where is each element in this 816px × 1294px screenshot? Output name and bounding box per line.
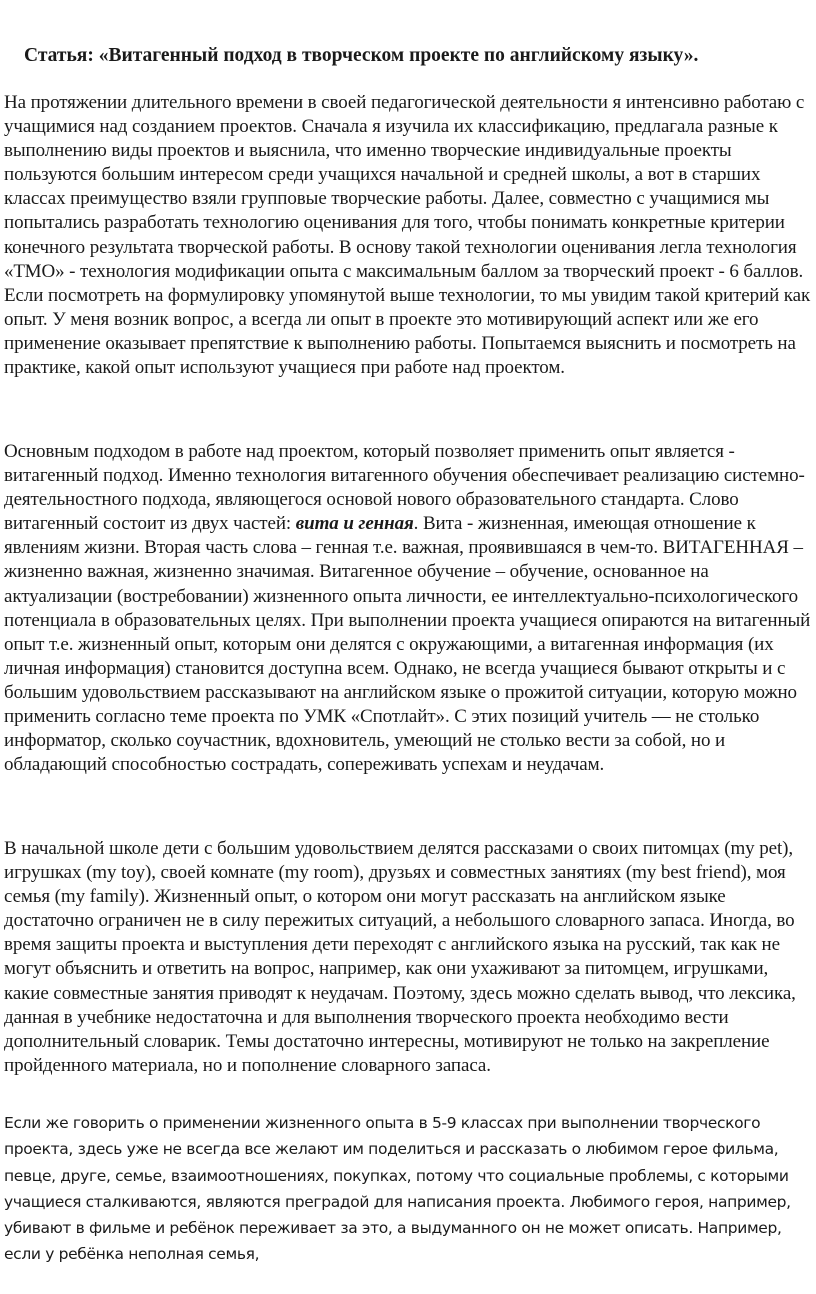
paragraph-2-text-after: . Вита - жизненная, имеющая отношение к явлениям жизни. Вторая часть слова – генная т.е. важная, проявившаяся в чем-то. ВИТАГЕННАЯ – жизненно важная, жизненно значимая. Витагенное обучение – обучение, основанное на актуализации (востребовании) жизненного опыта личности, ее интеллектуально-психологического потенциала в образовательных целях. При выполнении проекта учащиеся опираются на витагенный опыт т.е. жизненный опыт, которым они делятся с окружающими, а витагенная информация (их личная информация) становится доступна всем. Однако, не всегда учащиеся бывают открыты и с большим удовольствием рассказывают на английском языке о прожитой ситуации, которую можно применить согласно теме проекта по УМК «Спотлайт». С этих позиций учитель — не столько информатор, сколько соучастник, вдохновитель, умеющий не столько вести за собой, но и обладающий способностью сострадать, сопереживать успехам и неудачам.	[4, 513, 811, 776]
paragraph-2	[4, 440, 814, 777]
paragraph-3: В начальной школе дети с большим удовольствием делятся рассказами о своих питомцах (my pet), игрушках (my toy), своей комнате (my room), друзьях и совместных занятиях (my best friend), моя семья (my family). Жизненный опыт, о котором они могут рассказать на английском языке достаточно ограничен не в силу пережитых ситуаций, а небольшого словарного запаса. Иногда, во время защиты проекта и выступления дети переходят с английского языка на русский, так как не могут объяснить и ответить на вопрос, например, как они ухаживают за питомцем, игрушками, какие совместные занятия приводят к неудачам. Поэтому, здесь можно сделать вывод, что лексика, данная в учебнике недостаточна и для выполнения творческого проекта необходимо вести дополнительный словарик. Темы достаточно интересны, мотивируют не только на закрепление пройденного материала, но и пополнение словарного запаса.	[4, 838, 796, 1076]
paragraph-1: На протяжении длительного времени в своей педагогической деятельности я интенсивно работаю с учащимися над созданием проектов. Сначала я изучила их классификацию, предлагала разные к выполнению виды проектов и выяснила, что именно творческие индивидуальные проекты пользуются большим интересом среди учащихся начальной и средней школы, а вот в старших классах преимущество взяли групповые творческие работы. Далее, совместно с учащимися мы попытались разработать технологию оценивания для того, чтобы понимать конкретные критерии конечного результата творческой работы. В основу такой технологии оценивания легла технология «ТМО» - технология модификации опыта с максимальным баллом за творческий проект - 6 баллов. Если посмотреть на формулировку упомянутой выше технологии, то мы увидим такой критерий как опыт. У меня возник вопрос, а всегда ли опыт в проекте это мотивирующий аспект или же его применение оказывает препятствие к выполнению работы. Попытаемся выяснить и посмотреть на практике, какой опыт используют учащиеся при работе над проектом.	[4, 92, 811, 379]
emphasis-vita-i-gennaya: вита и генная	[295, 513, 414, 535]
paragraph-4: Если же говорить о применении жизненного опыта в 5-9 классах при выполнении творческого проекта, здесь уже не всегда все желают им поделиться и рассказать о любимом герое фильма, певце, друге, семье, взаимоотношениях, покупках, потому что социальные проблемы, с которыми учащиеся сталкиваются, являются преградой для написания проекта. Любимого героя, например, убивают в фильме и ребёнок переживает за это, а выдуманного он не может описать. Например, если у ребёнка неполная семья,	[4, 1114, 791, 1264]
paragraph-2-text-before: Основным подходом в работе над проектом, который позволяет применить опыт является - витагенный подход. Именно технология витагенного обучения обеспечивает реализацию системно-деятельностного подхода, являющегося основой нового образовательного стандарта. Слово витагенный состоит из двух частей:	[4, 441, 805, 535]
article-title: Статья: «Витагенный подход в творческом проекте по английскому языку».	[24, 45, 699, 66]
